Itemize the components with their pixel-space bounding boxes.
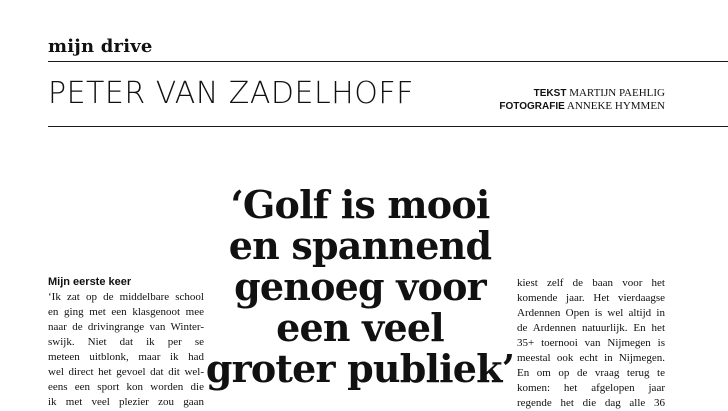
text-line: meteen uitblonk, maar ik had — [48, 351, 204, 363]
section-label: mijn drive — [48, 36, 153, 57]
section-heading: Mijn eerste keer — [48, 276, 132, 288]
right-body-text — [517, 276, 665, 411]
text-line: 35+ toernooi van Nijmegen is — [517, 337, 665, 349]
photo-credit — [499, 100, 665, 113]
text-line: swijk. Niet dat ik per se — [48, 336, 204, 348]
headline — [205, 184, 515, 389]
text-line: ‘Ik zat op de middelbare school — [48, 291, 204, 303]
text-line: Ardennen Open is wel altijd in — [517, 307, 665, 319]
left-body-text — [48, 290, 204, 410]
text-line: komende jaar. Het vierdaagse — [517, 292, 665, 304]
text-credit-author: MARTIJN PAEHLIG — [569, 87, 665, 99]
text-line: En om op de vraag terug te — [517, 367, 665, 379]
text-line: kiest zelf de baan voor het — [517, 277, 665, 289]
text-line: komen: het afgelopen jaar — [517, 382, 665, 394]
credits — [499, 87, 665, 113]
text-line: meestal ook echt in Nijmegen. — [517, 352, 665, 364]
text-line: de Ardennen natuurlijk. En het — [517, 322, 665, 334]
header-rule — [48, 126, 728, 127]
left-column — [48, 276, 204, 410]
text-line: naar de drivingrange van Winter- — [48, 321, 204, 333]
headline-line: een veel — [276, 305, 444, 350]
text-credit — [499, 87, 665, 100]
photo-credit-author: ANNEKE HYMMEN — [566, 100, 665, 112]
subject-name: PETER VAN ZADELHOFF — [48, 76, 414, 111]
top-rule — [48, 61, 728, 62]
text-line: en ging met een klasgenoot mee — [48, 306, 204, 318]
headline-line: ‘Golf is mooi — [230, 182, 490, 227]
text-line: eens een sport kon worden die — [48, 381, 204, 393]
right-column — [517, 276, 665, 411]
headline-line: groter publiek’ — [205, 346, 515, 391]
text-line: wel direct het gevoel dat dit wel- — [48, 366, 204, 378]
headline-line: genoeg voor — [234, 264, 486, 309]
photo-credit-label: FOTOGRAFIE — [499, 101, 565, 112]
text-line: regende het die dag alle 36 — [517, 397, 665, 409]
headline-line: en spannend — [228, 223, 492, 268]
text-credit-label: TEKST — [533, 88, 567, 99]
text-line: ik met veel plezier zou gaan — [48, 396, 204, 408]
